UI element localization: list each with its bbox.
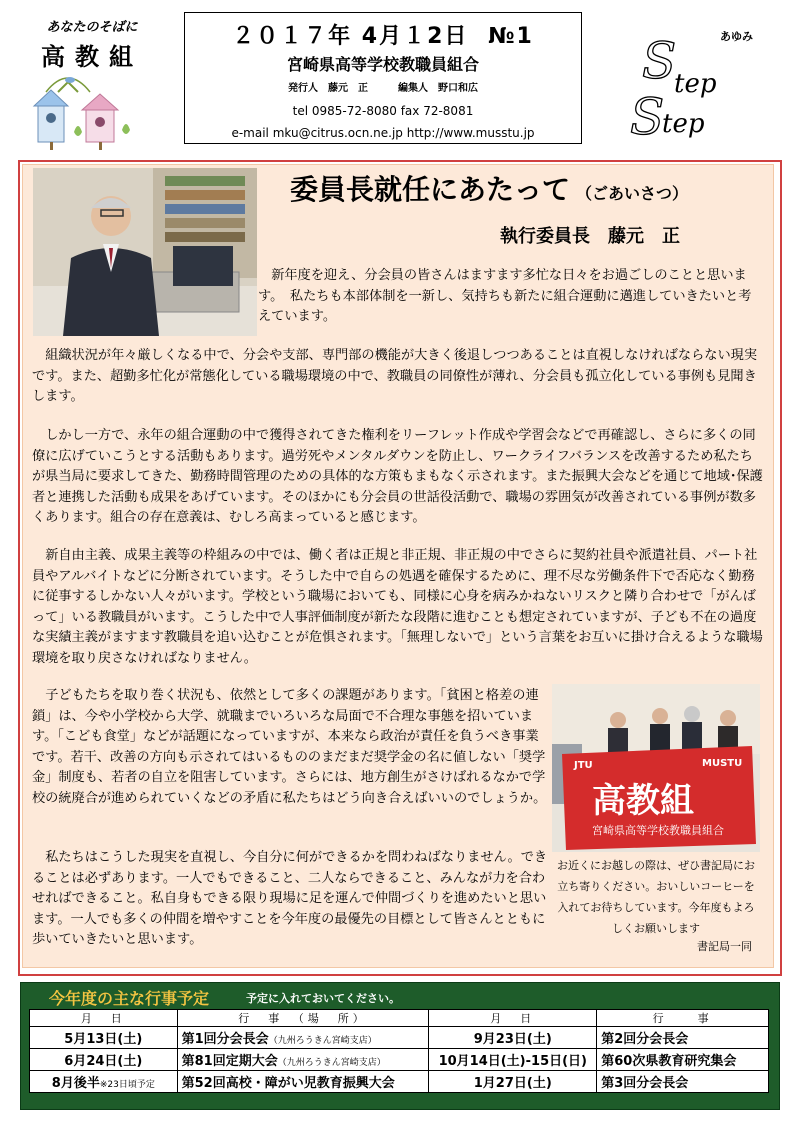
- article-paragraph: 子どもたちを取り巻く状況も、依然として多くの課題があります。「貧困と格差の連鎖」は、今や小学校から大学、就職までいろいろな局面で不合理な事態を招いています。「こども食堂」などが話題になっていますが、本来なら政治が責任を負うべき事業です。若干、改善の方向も示されてはいるもののまだまだ奨学金の名に値しない「奨学金」制度も、若者の自立を阻害しています。さらには、地方創生がさけばれるなかで学校の統廃合が進められていくなどの矛盾に私たちはどう向き合えばいいのでしょうか。: [32, 688, 547, 806]
- article-paragraph: 新年度を迎え、分会員の皆さんはますます多忙な日々をお過ごしのことと思います。 私たちも本部体制を一新し、気持ちも新たに組合運動に邁進していきたいと考えています。: [258, 268, 752, 324]
- schedule-date: 9月23日(土): [429, 1027, 597, 1049]
- schedule-event: 第1回分会長会（九州ろうきん宮崎支店）: [177, 1027, 429, 1049]
- banner-brand-right: MUSTU: [702, 758, 743, 769]
- schedule-row: [30, 1027, 769, 1049]
- tagline: あなたのそばに: [46, 20, 138, 35]
- organization-name: 宮崎県高等学校教職員組合: [286, 55, 479, 74]
- schedule-header-event: 行 事 （場 所）: [177, 1010, 429, 1027]
- chairman-photo: [33, 168, 257, 336]
- schedule-date: 1月27日(土): [429, 1071, 597, 1093]
- svg-text:S: S: [642, 32, 677, 90]
- schedule-date: 10月14日(土)-15日(日): [429, 1049, 597, 1071]
- schedule-header-date: 月 日: [429, 1010, 597, 1027]
- photo-caption-signature: 書記局一同: [697, 940, 752, 953]
- contact-email-url: e-mail mku@citrus.ocn.ne.jp http://www.musstu.jp: [231, 126, 535, 140]
- logo-reading: あゆみ: [720, 30, 753, 43]
- schedule-date: 6月24日(土): [30, 1049, 178, 1071]
- step-step-logo: [628, 18, 778, 138]
- schedule-header-row: [30, 1010, 769, 1027]
- schedule-event: 第3回分会長会: [597, 1071, 769, 1093]
- schedule-title: 今年度の主な行事予定: [49, 989, 210, 1008]
- article-paragraph: しかし一方で、永年の組合運動の中で獲得されてきた権利をリーフレット作成や学習会などで再確認し、さらに多くの同僚に広げていこうとする活動もあります。過労死やメンタルダウンを防止し、ワークライフバランスを改善するため私たちが県当局に要求してきた、勤務時間管理のための具体的な方策もまもなく示されます。また振興大会などを通じて地域･保護者と連携した活動も成果をあげています。そのほかにも分会員の世話役活動で、職場の雰囲気が改善されている事例が数多くあります。組合の存在意義は、むしろ高まっていると感じます。: [32, 428, 763, 525]
- svg-text:S: S: [630, 88, 665, 138]
- office-staff-photo: [552, 684, 760, 852]
- article-title-sub: （ごあいさつ）: [576, 184, 689, 203]
- schedule-event: 第52回高校・障がい児教育振興大会: [177, 1071, 429, 1093]
- schedule-row: [30, 1049, 769, 1071]
- issue-date: ２０１７年 4月１2日: [232, 24, 469, 49]
- schedule-panel: [20, 982, 780, 1110]
- schedule-note: 予定に入れておいてください。: [246, 992, 400, 1005]
- banner-sub-text: 宮崎県高等学校教職員組合: [592, 824, 724, 837]
- schedule-header-date: 月 日: [30, 1010, 178, 1027]
- contact-phone-fax: tel 0985-72-8080 fax 72-8081: [292, 104, 474, 118]
- svg-text:tep: tep: [662, 109, 705, 138]
- article-paragraph: 組織状況が年々厳しくなる中で、分会や支部、専門部の機能が大きく後退しつつあることは直視しなければならない現実です。また、超勤多忙化が常態化している職場環境の中で、教職員の同僚性が薄れ、分会員も孤立化している事例も見聞きします。: [32, 348, 758, 404]
- article-paragraph: 私たちはこうした現実を直視し、今自分に何ができるかを問わねばなりません。できることは必ずあります。一人でもできること、二人ならできること、みんなが力を合わせればできること。私自身もできる限り現場に足を運んで仲間づくりを進めたいと思います。一人でも多くの仲間を増やすことを今年度の最優先の目標として皆さんとともに歩いていきたいと思います。: [32, 850, 548, 947]
- issue-line: [185, 19, 581, 50]
- birdhouse-illustration: [28, 70, 138, 150]
- banner-main-text: 高教組: [592, 781, 694, 821]
- svg-text:tep: tep: [674, 69, 717, 99]
- article-title: [290, 168, 688, 208]
- schedule-date: 8月後半※23日頃予定: [30, 1071, 178, 1093]
- schedule-header-event: 行 事: [597, 1010, 769, 1027]
- union-short-name: 高教組: [41, 43, 143, 71]
- schedule-table: [29, 1009, 769, 1093]
- article-paragraph: 新自由主義、成果主義等の枠組みの中では、働く者は正規と非正規、非正規の中でさらに契約社員や派遣社員、パート社員やアルバイトなどに分断されています。そうした中で自らの処遇を確保するために、理不尽な労働条件下で否応なく勤務に従事するしかない人々がいます。学校という職場においても、同様に心身を病みかねないリスクと隣り合わせで「がんばって」いる教職員がいます。こうした中で人事評価制度が新たな段階に進むことも想定されていますが、子ども不在の過度な実績主義がますます教職員を追い込むことが危惧されます。「無理しないで」という言葉をお互いに掛け合えるような職場環境を取り戻さなければなりません。: [32, 548, 763, 666]
- schedule-event: 第60次県教育研究集会: [597, 1049, 769, 1071]
- schedule-event: 第81回定期大会（九州ろうきん宮崎支店）: [177, 1049, 429, 1071]
- schedule-date: 5月13日(土): [30, 1027, 178, 1049]
- masthead-info-box: [184, 12, 582, 144]
- schedule-event: 第2回分会長会: [597, 1027, 769, 1049]
- article-title-main: 委員長就任にあたって: [290, 173, 571, 206]
- banner-brand-left: JTU: [574, 760, 593, 771]
- photo-caption: お近くにお越しの際は、ぜひ書記局にお立ち寄りください。おいしいコーヒーを入れてお待ちしています。今年度もよろしくお願いします: [557, 859, 755, 935]
- issue-number: №1: [488, 24, 534, 49]
- schedule-row: [30, 1071, 769, 1093]
- publisher-editor-line: 発行人 藤元 正 編集人 野口和広: [288, 83, 478, 94]
- article-author: 執行委員長 藤元 正: [500, 226, 680, 247]
